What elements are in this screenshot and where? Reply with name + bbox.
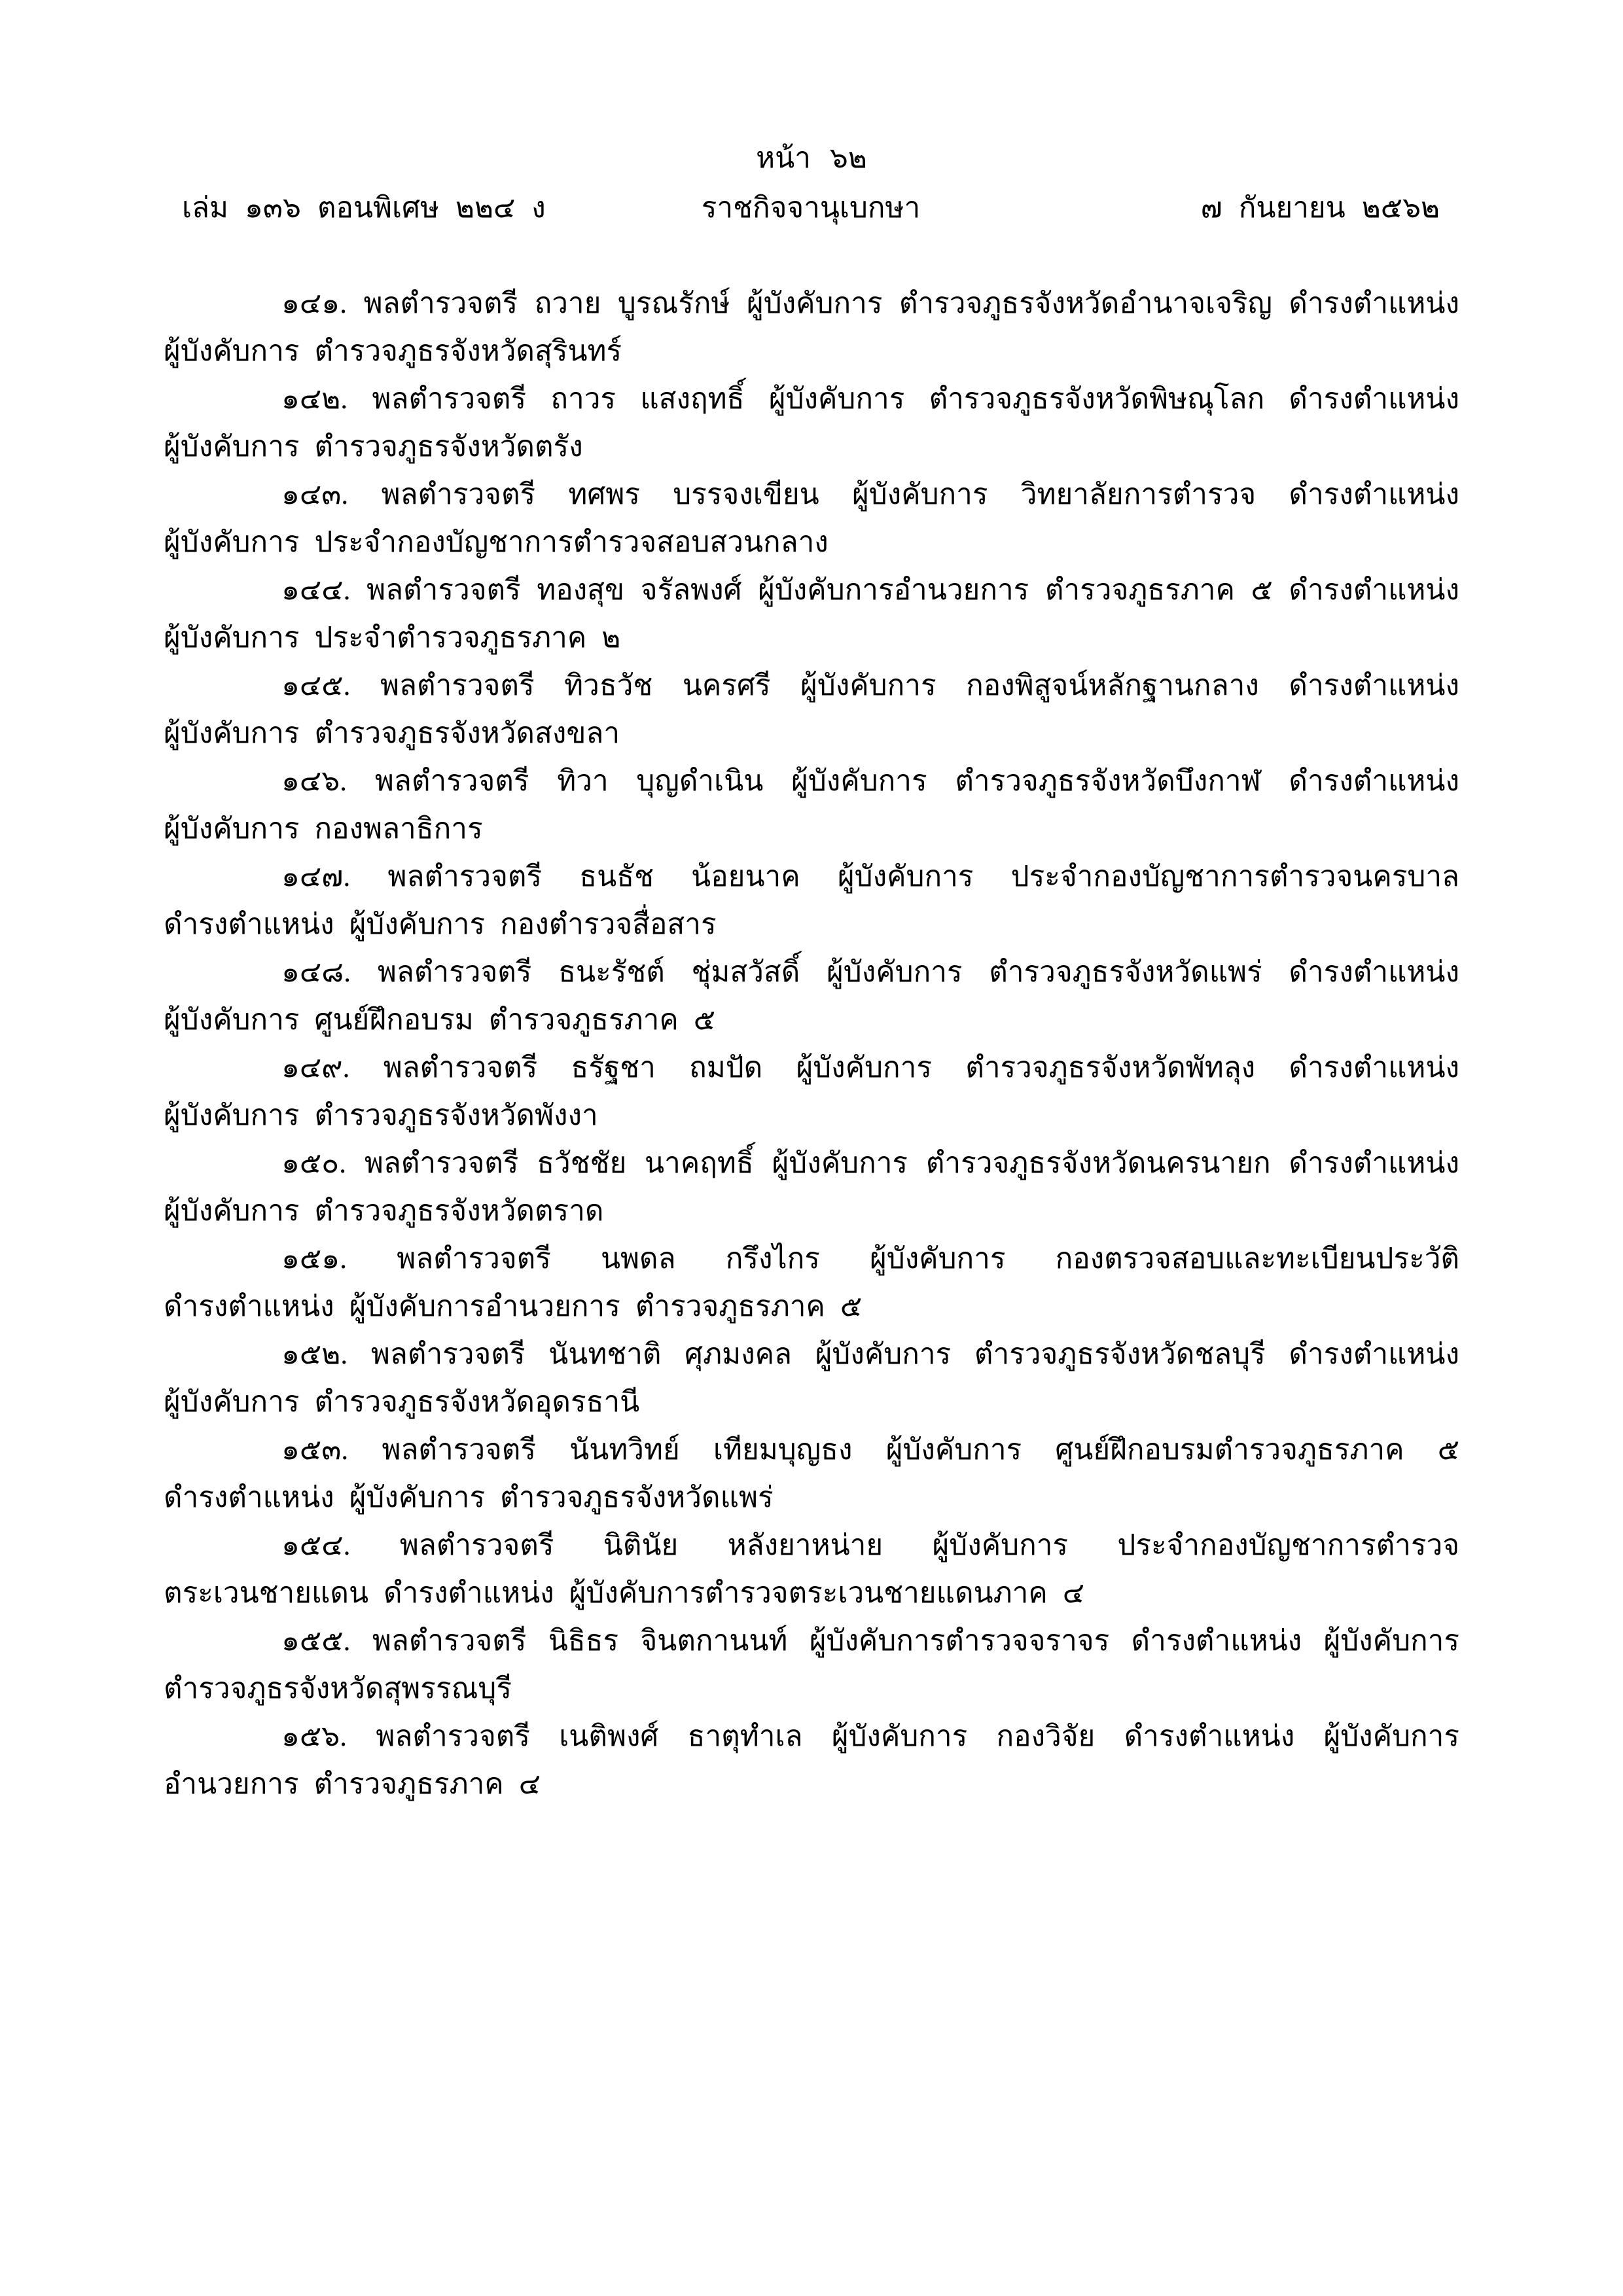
officer-entry — [164, 1235, 1459, 1330]
officer-entry — [164, 948, 1459, 1044]
officer-entry — [164, 1426, 1459, 1521]
entry-line-first: ๑๕๒. พลตำรวจตรี นันทชาติ ศุภมงคล ผู้บังคับการ ตำรวจภูธรจังหวัดชลบุรี ดำรงตำแหน่ง — [281, 1338, 1459, 1370]
entry-line-first: ๑๔๖. พลตำรวจตรี ทิวา บุญดำเนิน ผู้บังคับการ ตำรวจภูธรจังหวัดบึงกาฬ ดำรงตำแหน่ง — [281, 765, 1459, 797]
entry-line-first: ๑๕๐. พลตำรวจตรี ธวัชชัย นาคฤทธิ์ ผู้บังคับการ ตำรวจภูธรจังหวัดนครนายก ดำรงตำแหน่ง — [281, 1147, 1459, 1179]
entry-line-continuation: ผู้บังคับการ กองพลาธิการ — [164, 813, 483, 845]
officer-entry — [164, 1330, 1459, 1426]
entry-line-continuation: ดำรงตำแหน่ง ผู้บังคับการ ตำรวจภูธรจังหวัดแพร่ — [164, 1481, 774, 1513]
entry-line-first: ๑๔๔. พลตำรวจตรี ทองสุข จรัลพงศ์ ผู้บังคับการอำนวยการ ตำรวจภูธรภาค ๕ ดำรงตำแหน่ง — [281, 574, 1459, 606]
officer-entry — [164, 1617, 1459, 1712]
entry-line-first: ๑๕๔. พลตำรวจตรี นิตินัย หลังยาหน่าย ผู้บังคับการ ประจำกองบัญชาการตำรวจ — [281, 1529, 1459, 1561]
officer-entry — [164, 1712, 1459, 1808]
entry-line-continuation: ผู้บังคับการ ตำรวจภูธรจังหวัดสุรินทร์ — [164, 335, 622, 367]
appointment-list — [164, 279, 1459, 1808]
entry-line-continuation: ผู้บังคับการ ตำรวจภูธรจังหวัดตรัง — [164, 431, 583, 463]
officer-entry — [164, 470, 1459, 566]
publication-date-label: ๗ กันยายน ๒๕๖๒ — [1200, 192, 1440, 224]
entry-line-continuation: ผู้บังคับการ ตำรวจภูธรจังหวัดอุดรธานี — [164, 1386, 640, 1418]
officer-entry — [164, 1139, 1459, 1235]
entry-line-continuation: ดำรงตำแหน่ง ผู้บังคับการ กองตำรวจสื่อสาร — [164, 908, 717, 940]
entry-line-continuation: ผู้บังคับการ ประจำตำรวจภูธรภาค ๒ — [164, 622, 621, 654]
volume-issue-label: เล่ม ๑๓๖ ตอนพิเศษ ๒๒๔ ง — [182, 192, 546, 224]
entry-line-first: ๑๔๘. พลตำรวจตรี ธนะรัชต์ ชุ่มสวัสดิ์ ผู้บังคับการ ตำรวจภูธรจังหวัดแพร่ ดำรงตำแหน่ง — [281, 956, 1459, 988]
officer-entry — [164, 566, 1459, 662]
entry-line-continuation: ตระเวนชายแดน ดำรงตำแหน่ง ผู้บังคับการตำรวจตระเวนชายแดนภาค ๔ — [164, 1577, 1085, 1609]
entry-line-first: ๑๔๒. พลตำรวจตรี ถาวร แสงฤทธิ์ ผู้บังคับการ ตำรวจภูธรจังหวัดพิษณุโลก ดำรงตำแหน่ง — [281, 383, 1459, 415]
entry-line-continuation: ตำรวจภูธรจังหวัดสุพรรณบุรี — [164, 1672, 512, 1704]
entry-line-first: ๑๔๑. พลตำรวจตรี ถวาย บูรณรักษ์ ผู้บังคับการ ตำรวจภูธรจังหวัดอำนาจเจริญ ดำรงตำแหน่ง — [281, 287, 1459, 319]
entry-line-first: ๑๕๕. พลตำรวจตรี นิธิธร จินตกานนท์ ผู้บังคับการตำรวจจราจร ดำรงตำแหน่ง ผู้บังคับการ — [281, 1625, 1459, 1657]
entry-line-continuation: อำนวยการ ตำรวจภูธรภาค ๔ — [164, 1768, 541, 1800]
page-number-label: หน้า ๖๒ — [756, 142, 867, 174]
entry-line-continuation: ผู้บังคับการ ตำรวจภูธรจังหวัดพังงา — [164, 1099, 598, 1131]
officer-entry — [164, 279, 1459, 375]
officer-entry — [164, 375, 1459, 470]
entry-line-first: ๑๔๕. พลตำรวจตรี ทิวธวัช นครศรี ผู้บังคับการ กองพิสูจน์หลักฐานกลาง ดำรงตำแหน่ง — [281, 669, 1459, 701]
entry-line-first: ๑๔๓. พลตำรวจตรี ทศพร บรรจงเขียน ผู้บังคับการ วิทยาลัยการตำรวจ ดำรงตำแหน่ง — [281, 478, 1459, 510]
officer-entry — [164, 853, 1459, 948]
entry-line-continuation: ผู้บังคับการ ศูนย์ฝึกอบรม ตำรวจภูธรภาค ๕ — [164, 1004, 716, 1036]
entry-line-first: ๑๕๖. พลตำรวจตรี เนติพงศ์ ธาตุทำเล ผู้บังคับการ กองวิจัย ดำรงตำแหน่ง ผู้บังคับการ — [281, 1720, 1459, 1752]
entry-line-first: ๑๔๗. พลตำรวจตรี ธนธัช น้อยนาค ผู้บังคับการ ประจำกองบัญชาการตำรวจนครบาล — [281, 860, 1459, 892]
entry-line-first: ๑๔๙. พลตำรวจตรี ธรัฐชา ถมปัด ผู้บังคับการ ตำรวจภูธรจังหวัดพัทลุง ดำรงตำแหน่ง — [281, 1051, 1459, 1084]
masthead-row — [182, 184, 1440, 232]
entry-line-continuation: ผู้บังคับการ ตำรวจภูธรจังหวัดตราด — [164, 1195, 604, 1227]
officer-entry — [164, 1521, 1459, 1617]
entry-line-continuation: ผู้บังคับการ ประจำกองบัญชาการตำรวจสอบสวนกลาง — [164, 526, 829, 558]
officer-entry — [164, 1044, 1459, 1139]
entry-line-first: ๑๕๓. พลตำรวจตรี นันทวิทย์ เทียมบุญธง ผู้บังคับการ ศูนย์ฝึกอบรมตำรวจภูธรภาค ๕ — [281, 1434, 1459, 1466]
entry-line-continuation: ดำรงตำแหน่ง ผู้บังคับการอำนวยการ ตำรวจภูธรภาค ๕ — [164, 1290, 863, 1322]
officer-entry — [164, 757, 1459, 853]
entry-line-first: ๑๕๑. พลตำรวจตรี นพดล กรึงไกร ผู้บังคับการ กองตรวจสอบและทะเบียนประวัติ — [281, 1243, 1459, 1275]
entry-line-continuation: ผู้บังคับการ ตำรวจภูธรจังหวัดสงขลา — [164, 717, 620, 749]
gazette-title: ราชกิจจานุเบกษา — [701, 192, 921, 224]
officer-entry — [164, 662, 1459, 757]
